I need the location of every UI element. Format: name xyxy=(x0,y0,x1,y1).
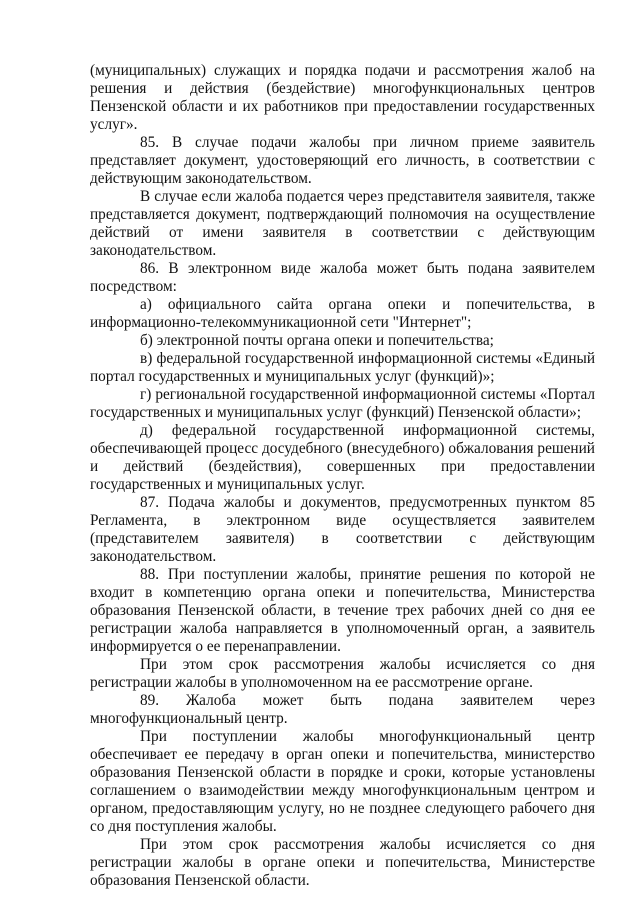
paragraph-89-term: При этом срок рассмотрения жалобы исчисляется со дня регистрации жалобы в органе опеки и попечительства, Министерстве образования Пензенской области. xyxy=(90,836,595,889)
paragraph-89: 89. Жалоба может быть подана заявителем через многофункциональный центр. xyxy=(90,692,595,727)
paragraph-88-term: При этом срок рассмотрения жалобы исчисляется со дня регистрации жалобы в уполномоченном на ее рассмотрение органе. xyxy=(90,656,595,691)
paragraph-86: 86. В электронном виде жалоба может быть подана заявителем посредством: xyxy=(90,260,595,295)
list-item-g: г) региональной государственной информационной системы «Портал государственных и муниципальных услуг (функций) Пензенской области»; xyxy=(90,386,595,421)
paragraph-representative: В случае если жалоба подается через представителя заявителя, также представляется документ, подтверждающий полномочия на осуществление действий от имени заявителя в соответствии с действующим законодательством. xyxy=(90,188,595,259)
paragraph-87: 87. Подача жалобы и документов, предусмотренных пунктом 85 Регламента, в электронном виде осуществляется заявителем (представителем заявителя) в соответствии с действующим законодательством. xyxy=(90,494,595,565)
list-item-v: в) федеральной государственной информационной системы «Единый портал государственных и муниципальных услуг (функций)»; xyxy=(90,350,595,385)
list-item-d: д) федеральной государственной информационной системы, обеспечивающей процесс досудебного (внесудебного) обжалования решений и действий (бездействия), совершенных при предоставлении государственных и муниципальных услуг. xyxy=(90,422,595,493)
list-item-b: б) электронной почты органа опеки и попечительства; xyxy=(140,332,494,349)
paragraph-88: 88. При поступлении жалобы, принятие решения по которой не входит в компетенцию органа опеки и попечительства, Министерства образования Пензенской области, в течение трех рабочих дней со дня ее регистрации жалоба направляется в уполномоченный орган, а заявитель информируется о ее перенаправлении. xyxy=(90,566,595,655)
paragraph-89-mfc: При поступлении жалобы многофункциональный центр обеспечивает ее передачу в орган опеки и попечительства, министерство образования Пензенской области в порядке и сроки, которые установлены соглашением о взаимодействии между многофункциональным центром и органом, предоставляющим услугу, но не позднее следующего рабочего дня со дня поступления жалобы. xyxy=(90,728,595,835)
document-page xyxy=(90,62,595,890)
paragraph-continuation: (муниципальных) служащих и порядка подачи и рассмотрения жалоб на решения и действия (бездействие) многофункциональных центров Пензенской области и их работников при предоставлении государственных услуг». xyxy=(90,62,595,133)
list-item-a: а) официального сайта органа опеки и попечительства, в информационно-телекоммуникационной сети "Интернет"; xyxy=(90,296,595,331)
paragraph-85: 85. В случае подачи жалобы при личном приеме заявитель представляет документ, удостоверяющий его личность, в соответствии с действующим законодательством. xyxy=(90,134,595,187)
